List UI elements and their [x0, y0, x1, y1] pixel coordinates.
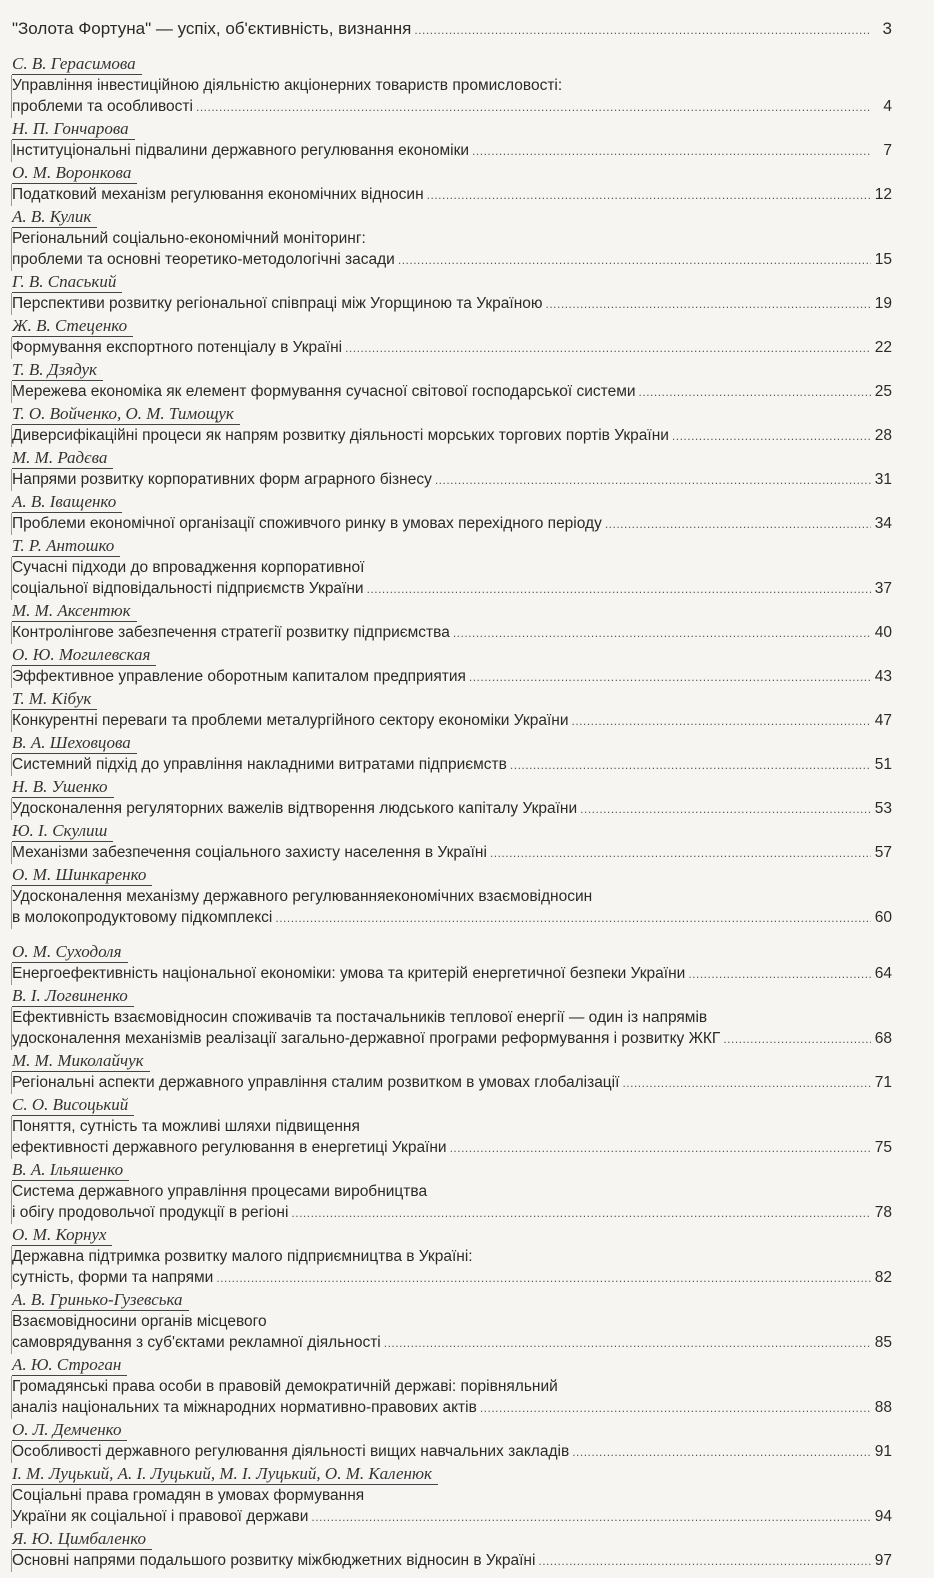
table-of-contents: [12, 18, 892, 1573]
entry-title: Конкурентні переваги та проблеми металургійного сектору економіки України: [12, 712, 569, 729]
leader-dots: [384, 1332, 871, 1354]
entry-last-line: [12, 963, 892, 985]
page-number: 97: [874, 1552, 892, 1569]
leader-dots: [490, 842, 871, 864]
entry-author: Н. П. Гончарова: [12, 119, 135, 140]
entry-author: О. М. Шинкаренко: [12, 865, 152, 886]
toc-entry: [12, 777, 892, 820]
entry-last-line: [12, 469, 892, 491]
page-number: 28: [874, 427, 892, 444]
entry-title: проблеми та особливості: [12, 98, 193, 115]
leader-dots: [275, 907, 871, 929]
leader-dots: [345, 337, 871, 359]
entry-author: Н. В. Ушенко: [12, 777, 114, 798]
entry-author: Т. Р. Антошко: [12, 536, 120, 557]
page-number: 4: [883, 98, 892, 115]
toc-entry: [12, 207, 892, 271]
entry-title: Механізми забезпечення соціального захисту населення в Україні: [12, 844, 487, 861]
entry-last-line: [12, 798, 892, 820]
entry-last-line: [12, 710, 892, 732]
page-number: 7: [883, 142, 892, 159]
entry-last-line: [12, 842, 892, 864]
intro-page-number: 3: [882, 19, 892, 38]
page-number: 53: [874, 800, 892, 817]
entry-title: сутність, форми та напрями: [12, 1269, 214, 1286]
entry-title-line: Сучасні підходи до впровадження корпоративної: [12, 559, 365, 576]
entry-last-line: [12, 184, 892, 206]
entry-author: А. В. Іващенко: [12, 492, 122, 513]
page-number: 94: [874, 1508, 892, 1525]
entry-author: В. А. Ільяшенко: [12, 1160, 129, 1181]
entry-title: Удосконалення регуляторних важелів відтворення людського капіталу України: [12, 800, 578, 817]
entry-author: О. М. Воронкова: [12, 163, 137, 184]
leader-dots: [538, 1550, 871, 1572]
entry-author: Т. О. Войченко, О. М. Тимощук: [12, 404, 240, 425]
leader-dots: [196, 96, 871, 118]
entry-last-line: [12, 1072, 892, 1094]
page-number: 47: [874, 712, 892, 729]
entry-last-line: [12, 907, 892, 929]
page-number: 60: [874, 909, 892, 926]
entry-last-line: [12, 293, 892, 315]
leader-dots: [367, 578, 871, 600]
entry-author: Т. В. Дзядук: [12, 360, 103, 381]
entry-title: Податковий механізм регулювання економічних відносин: [12, 186, 424, 203]
page-number: 91: [874, 1443, 892, 1460]
entry-last-line: [12, 1028, 892, 1050]
entry-last-line: [12, 96, 892, 118]
entry-author: Я. Ю. Цимбаленко: [12, 1529, 152, 1550]
leader-dots: [571, 710, 871, 732]
leader-dots: [435, 469, 871, 491]
page-number: 31: [874, 471, 892, 488]
toc-entry: [12, 1051, 892, 1094]
page-number: 51: [874, 756, 892, 773]
leader-dots: [672, 425, 871, 447]
page-number: 75: [874, 1139, 892, 1156]
entry-title: Основні напрями подальшого розвитку міжбюджетних відносин в Україні: [12, 1552, 536, 1569]
entry-author: О. Ю. Могилевская: [12, 645, 156, 666]
leader-dots: [510, 754, 871, 776]
entry-title-line: Громадянські права особи в правовій демократичній державі: порівняльний: [12, 1378, 558, 1395]
entry-author: Ж. В. Стеценко: [12, 316, 133, 337]
entry-title-line: Ефективність взаємовідносин споживачів та постачальників теплової енергії — один із напрямів: [12, 1009, 708, 1026]
entry-title: удосконалення механізмів реалізації загально-державної програми реформування і розвитку ЖКГ: [12, 1030, 721, 1047]
leader-dots: [546, 293, 871, 315]
page-number: 57: [874, 844, 892, 861]
entry-last-line: [12, 249, 892, 271]
entry-last-line: [12, 1267, 892, 1289]
page-number: 71: [874, 1074, 892, 1091]
toc-entry: [12, 733, 892, 776]
toc-entry: [12, 689, 892, 732]
toc-entry: [12, 404, 892, 447]
entry-title-line: Взаємовідносини органів місцевого: [12, 1313, 267, 1330]
entry-title: Перспективи розвитку регіональної співпраці між Угорщиною та Україною: [12, 295, 543, 312]
toc-entry: [12, 645, 892, 688]
entry-last-line: [12, 1506, 892, 1528]
entry-title: проблеми та основні теоретико-методологічні засади: [12, 251, 395, 268]
leader-dots: [622, 1072, 871, 1094]
toc-entry: [12, 316, 892, 359]
entry-title: Особливості державного регулювання діяльності вищих навчальних закладів: [12, 1443, 570, 1460]
toc-entry: [12, 942, 892, 985]
leader-dots: [398, 249, 871, 271]
entry-author: М. М. Миколайчук: [12, 1051, 150, 1072]
entry-last-line: [12, 1550, 892, 1572]
entry-last-line: [12, 1397, 892, 1419]
entry-last-line: [12, 1202, 892, 1224]
entry-title: Напрями розвитку корпоративних форм аграрного бізнесу: [12, 471, 432, 488]
entry-author: А. В. Кулик: [12, 207, 97, 228]
page-number: 64: [874, 965, 892, 982]
entry-last-line: [12, 578, 892, 600]
page-number: 85: [874, 1334, 892, 1351]
entry-last-line: [12, 754, 892, 776]
leader-dots: [453, 622, 871, 644]
leader-dots: [723, 1028, 871, 1050]
page-number: 12: [874, 186, 892, 203]
toc-entry: [12, 448, 892, 491]
entry-last-line: [12, 337, 892, 359]
entry-title: ефективності державного регулювання в енергетиці України: [12, 1139, 447, 1156]
page-number: 37: [874, 580, 892, 597]
page-number: 43: [874, 668, 892, 685]
entry-title-line: Удосконалення механізму державного регулюванняекономічних взаємовідносин: [12, 888, 593, 905]
leader-dots: [480, 1397, 871, 1419]
entry-author: А. В. Гринько-Гузевська: [12, 1290, 189, 1311]
entry-last-line: [12, 622, 892, 644]
toc-entry: [12, 865, 892, 929]
entry-last-line: [12, 425, 892, 447]
toc-entry: [12, 986, 892, 1050]
toc-entry: [12, 1095, 892, 1159]
toc-entry: [12, 1420, 892, 1463]
entry-last-line: [12, 381, 892, 403]
entry-title: в молокопродуктовому підкомплексі: [12, 909, 273, 926]
entry-author: В. І. Логвиненко: [12, 986, 134, 1007]
entry-author: Г. В. Спаський: [12, 272, 122, 293]
entry-author: В. А. Шеховцова: [12, 733, 137, 754]
entry-last-line: [12, 1137, 892, 1159]
entry-title: Системний підхід до управління накладними витратами підприємств: [12, 756, 507, 773]
entry-title-line: Система державного управління процесами виробництва: [12, 1183, 428, 1200]
page-number: 25: [874, 383, 892, 400]
entry-last-line: [12, 140, 892, 162]
leader-dots: [472, 140, 871, 162]
toc-entry: [12, 1355, 892, 1419]
entry-title: аналіз національних та міжнародних нормативно-правових актів: [12, 1399, 477, 1416]
entry-title: Формування експортного потенціалу в Україні: [12, 339, 343, 356]
toc-entry: [12, 1464, 892, 1528]
toc-entry: [12, 1529, 892, 1572]
page-number: 40: [874, 624, 892, 641]
toc-entry: [12, 821, 892, 864]
toc-entry: [12, 163, 892, 206]
entry-title: Эффективное управление оборотным капиталом предприятия: [12, 668, 466, 685]
entry-title: і обігу продовольчої продукції в регіоні: [12, 1204, 289, 1221]
entry-title: Енергоефективність національної економіки: умова та критерій енергетичної безпеки України: [12, 965, 686, 982]
leader-dots: [311, 1506, 871, 1528]
entry-title: Інституціональні підвалини державного регулювання економіки: [12, 142, 470, 159]
page-number: 19: [874, 295, 892, 312]
entry-title: соціальної відповідальності підприємств України: [12, 580, 364, 597]
leader-dots: [688, 963, 871, 985]
entry-author: М. М. Радєва: [12, 448, 113, 469]
entry-last-line: [12, 1332, 892, 1354]
page-number: 15: [874, 251, 892, 268]
entry-author: О. Л. Демченко: [12, 1420, 127, 1441]
leader-dots: [639, 381, 871, 403]
toc-entry: [12, 54, 892, 118]
toc-entry: [12, 492, 892, 535]
entry-author: М. М. Аксентюк: [12, 601, 137, 622]
entry-title: Контролінгове забезпечення стратегії розвитку підприємства: [12, 624, 450, 641]
entry-author: О. М. Корнух: [12, 1225, 112, 1246]
page-number: 82: [874, 1269, 892, 1286]
entry-title: Проблеми економічної організації споживчого ринку в умовах перехідного періоду: [12, 515, 602, 532]
leader-dots: [427, 184, 871, 206]
toc-entry: [12, 1290, 892, 1354]
entry-title: Регіональні аспекти державного управління сталим розвитком в умовах глобалізації: [12, 1074, 620, 1091]
entry-title-line: Соціальні права громадян в умовах формування: [12, 1487, 365, 1504]
entry-title-line: Поняття, сутність та можливі шляхи підвищення: [12, 1118, 360, 1135]
entry-author: О. М. Суходоля: [12, 942, 128, 963]
entry-author: А. Ю. Строган: [12, 1355, 127, 1376]
page-number: 88: [874, 1399, 892, 1416]
leader-dots: [450, 1137, 871, 1159]
leader-dots: [216, 1267, 871, 1289]
entry-title: Мережева економіка як елемент формування сучасної світової господарської системи: [12, 383, 636, 400]
page-number: 34: [874, 515, 892, 532]
page-number: 78: [874, 1204, 892, 1221]
entry-author: Ю. І. Скулиш: [12, 821, 113, 842]
entry-last-line: [12, 1441, 892, 1463]
toc-entry: [12, 536, 892, 600]
leader-dots: [580, 798, 871, 820]
toc-entry: [12, 601, 892, 644]
entry-title: самоврядування з суб'єктами рекламної діяльності: [12, 1334, 381, 1351]
toc-entry: [12, 272, 892, 315]
leader-dots: [414, 18, 871, 41]
entry-author: Т. М. Кібук: [12, 689, 97, 710]
entry-author: С. В. Герасимова: [12, 54, 142, 75]
entry-list: [12, 54, 892, 1572]
entry-author: І. М. Луцький, А. І. Луцький, М. І. Луцький, О. М. Каленюк: [12, 1464, 438, 1485]
entry-last-line: [12, 513, 892, 535]
leader-dots: [291, 1202, 871, 1224]
toc-entry: [12, 119, 892, 162]
entry-title: України як соціальної і правової держави: [12, 1508, 309, 1525]
leader-dots: [572, 1441, 871, 1463]
toc-entry: [12, 1160, 892, 1224]
toc-entry: [12, 1225, 892, 1289]
intro-line: [12, 18, 892, 41]
entry-title-line: Регіональний соціально-економічний моніторинг:: [12, 230, 366, 247]
toc-entry: [12, 360, 892, 403]
section-gap: [12, 930, 892, 942]
entry-author: С. О. Висоцький: [12, 1095, 134, 1116]
entry-title-line: Управління інвестиційною діяльністю акціонерних товариств промисловості:: [12, 77, 563, 94]
intro-title: "Золота Фортуна" — успіх, об'єктивність, визнання: [12, 19, 412, 38]
leader-dots: [469, 666, 871, 688]
entry-last-line: [12, 666, 892, 688]
entry-title-line: Державна підтримка розвитку малого підприємництва в Україні:: [12, 1248, 473, 1265]
page-number: 68: [874, 1030, 892, 1047]
entry-title: Диверсифікаційні процеси як напрям розвитку діяльності морських торгових портів України: [12, 427, 669, 444]
leader-dots: [605, 513, 871, 535]
page-number: 22: [874, 339, 892, 356]
